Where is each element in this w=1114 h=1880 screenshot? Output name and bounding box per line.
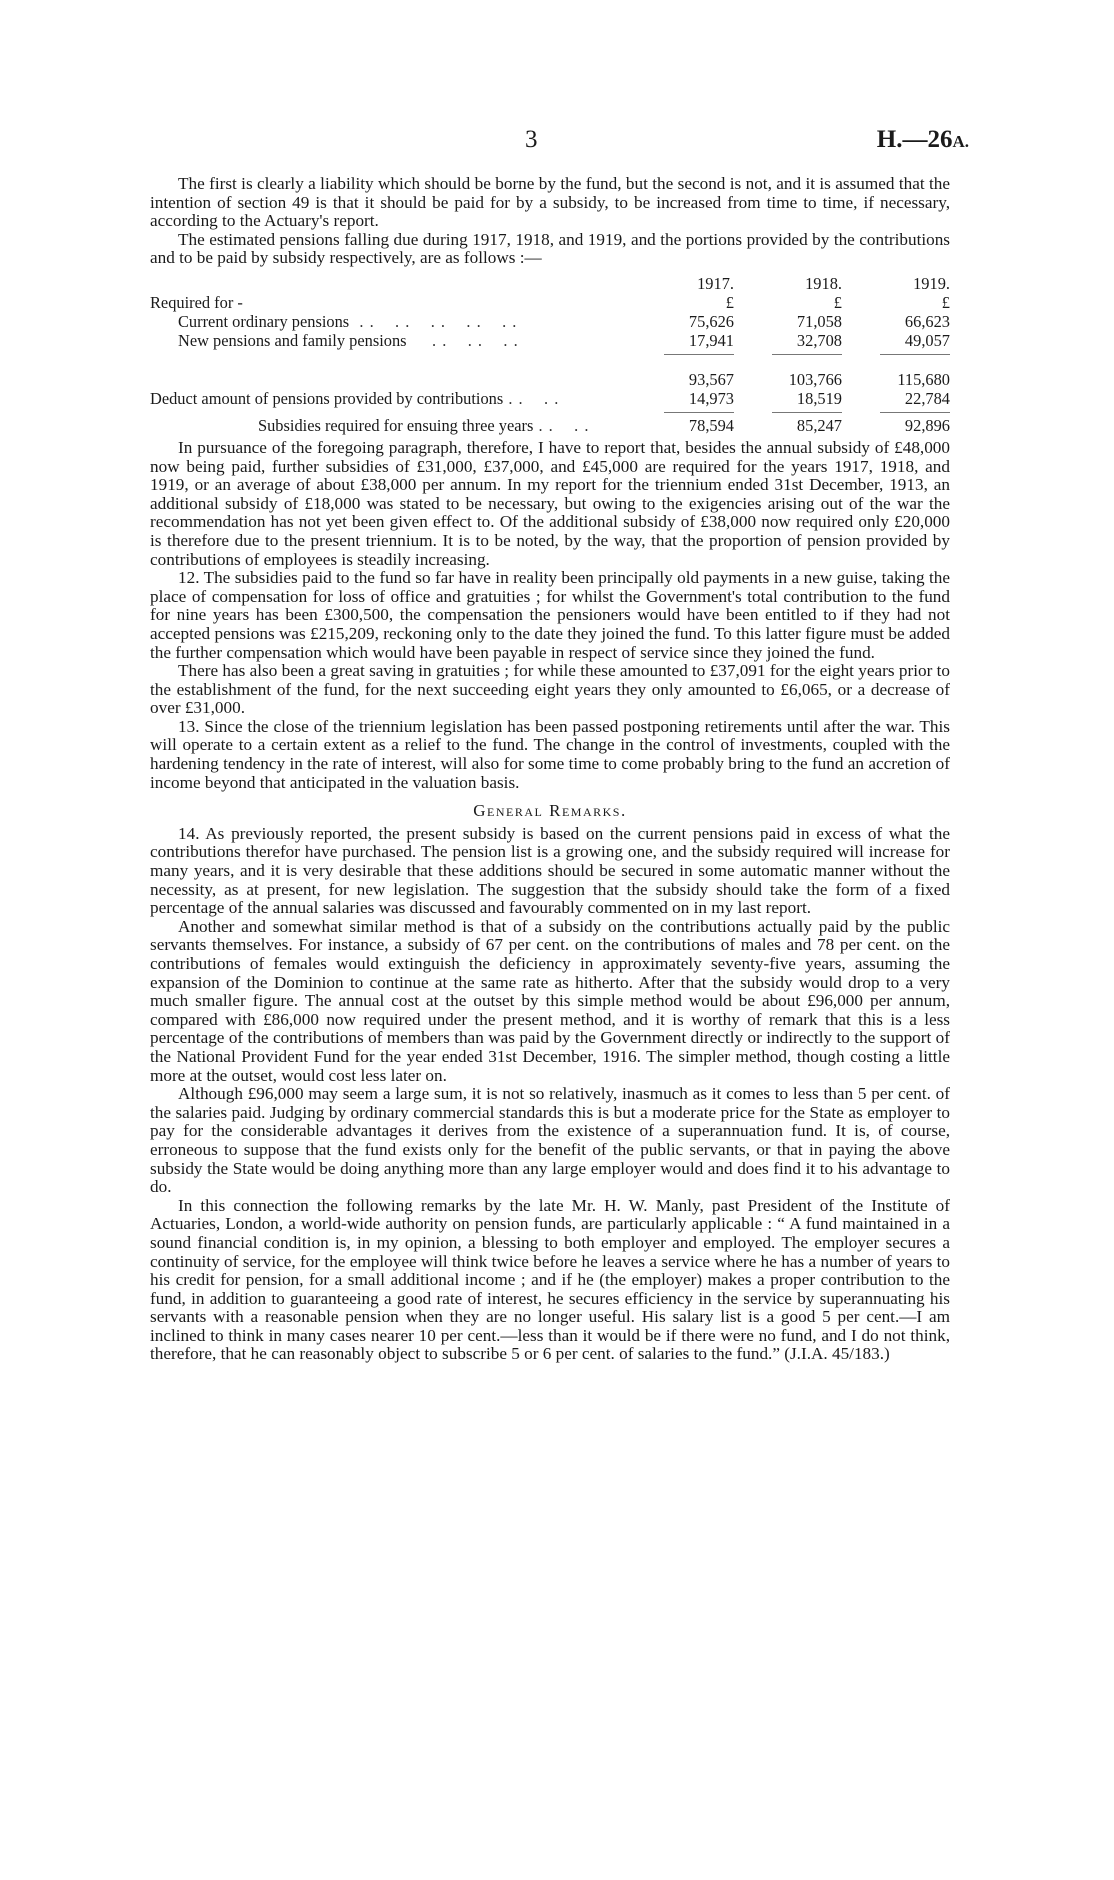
row-label: Subsidies required for ensuing three years . . . .: [258, 415, 590, 435]
paragraph: Another and somewhat similar method is that of a subsidy on the contributions actually paid by the public servants themselves. For instance, a subsidy of 67 per cent. on the contributions of males and 78 per cent. on the contributions of females would extinguish the deficiency in approximately seventy-five years, assuming the expansion of the Dominion to continue at the same rate as hitherto. After that the subsidy would drop to a very much smaller figure. The annual cost at the outset by this simple method would be about £96,000 per annum, compared with £86,000 now required under the present method, and it is worthy of remark that this is a less percentage of the contributions of members than was paid by the Government directly or indirectly to the support of the National Provident Fund for the year ended 31st December, 1916. The simpler method, though costing a little more at the outset, would cost less later on.: [150, 916, 950, 1085]
document-code-suffix: A.: [952, 132, 969, 151]
paragraph: 13. Since the close of the triennium legislation has been passed postponing retirements until after the war. This will operate to a certain extent as a relief to the fund. The change in the control of investments, coupled with the hardening tendency in the rate of interest, will also for some time to come probably bring to the fund an accretion of income beyond that anticipated in the valuation basis.: [150, 716, 950, 792]
cell-value: 85,247: [796, 415, 842, 435]
section-heading: General Remarks.: [473, 801, 627, 821]
table-row: [150, 312, 950, 331]
table-total-row: [150, 370, 950, 389]
pensions-table: [150, 274, 950, 435]
year-header: 1917.: [697, 273, 734, 293]
required-label: Required for -: [150, 292, 243, 312]
paragraph: Although £96,000 may seem a large sum, it is not so relatively, inasmuch as it comes to less than 5 per cent. of the salaries paid. Judging by ordinary commercial standards this is but a moderate price for the State as employer to pay for the considerable advantages it derives from the existence of a superannuation fund. It is, of course, erroneous to suppose that the fund exists only for the benefit of the public servants, or that in paying the above subsidy the State would be doing anything more than any large employer would and does find it to his advantage to do.: [150, 1084, 950, 1197]
table-currency-row: [150, 293, 950, 312]
cell-value: 22,784: [904, 388, 950, 408]
total-value: 115,680: [897, 369, 950, 389]
paragraph: In this connection the following remarks by the late Mr. H. W. Manly, past President of the Institute of Actuaries, London, a world-wide authority on pension funds, are particularly applicable : “ A fund maintained in a sound financial condition is, in my opinion, a blessing to both employer and employed. The employer secures a continuity of service, for the employee will think twice before he leaves a service where he has a number of years to his credit for pension, for a small additional income ; and if he (the employer) makes a proper contribution to the fund, in addition to guaranteeing a good rate of interest, he secures efficiency in the service by superannuating his servants with a reasonable pension when they are no longer useful. His salary list is a good 5 per cent.—I am inclined to think in many cases nearer 10 per cent.—less than it would be if there were no fund, and I do not think, therefore, that he can reasonably object to subscribe 5 or 6 per cent. of salaries to the fund.” (J.I.A. 45/183.): [150, 1195, 950, 1364]
sum-rule: [150, 350, 950, 358]
paragraph: The first is clearly a liability which should be borne by the fund, but the second is not, and it is assumed that the intention of section 49 is that it should be paid for by a subsidy, to be increased from time to time, if necessary, according to the Actuary's report.: [150, 174, 950, 231]
cell-value: 92,896: [904, 415, 950, 435]
paragraph: In pursuance of the foregoing paragraph, therefore, I have to report that, besides the annual subsidy of £48,000 now being paid, further subsidies of £31,000, £37,000, and £45,000 are required for the years 1917, 1918, and 1919, or an average of about £38,000 per annum. In my report for the triennium ended 31st December, 1913, an additional subsidy of £18,000 was stated to be necessary, but owing to the exigencies arising out of the war the recommendation has not yet been given effect to. Of the additional subsidy of £38,000 now required only £20,000 is therefore due to the present triennium. It is to be noted, by the way, that the proportion of pension provided by contributions of employees is steadily increasing.: [150, 437, 950, 569]
cell-value: 49,057: [904, 330, 950, 350]
currency-symbol: £: [941, 292, 950, 312]
page-number: 3: [525, 126, 538, 153]
cell-value: 18,519: [796, 388, 842, 408]
cell-value: 78,594: [688, 415, 734, 435]
paragraph: There has also been a great saving in gratuities ; for while these amounted to £37,091 for the eight years prior to the establishment of the fund, for the next succeeding eight years they only amounted to £6,065, or a decrease of over £31,000.: [150, 661, 950, 718]
table-deduct-row: [150, 389, 950, 408]
document-body: [150, 175, 950, 1364]
cell-value: 71,058: [796, 311, 842, 331]
table-subsidies-row: [150, 416, 950, 435]
year-header: 1919.: [913, 273, 950, 293]
document-code: [877, 126, 969, 154]
total-value: 93,567: [688, 369, 734, 389]
table-row: [150, 331, 950, 350]
sum-rule: [150, 408, 950, 416]
row-label: Current ordinary pensions . . . . . . . . . .: [178, 311, 518, 331]
page-header: [0, 126, 1114, 156]
cell-value: 32,708: [796, 330, 842, 350]
cell-value: 75,626: [688, 311, 734, 331]
paragraph: The estimated pensions falling due during 1917, 1918, and 1919, and the portions provided by the contributions and to be paid by subsidy respectively, are as follows :—: [150, 229, 950, 268]
currency-symbol: £: [725, 292, 734, 312]
cell-value: 66,623: [904, 311, 950, 331]
row-label: Deduct amount of pensions provided by contributions . . . .: [150, 388, 560, 408]
table-header-row: [150, 274, 950, 293]
paragraph: 14. As previously reported, the present subsidy is based on the current pensions paid in excess of what the contributions therefor have purchased. The pension list is a growing one, and the subsidy required will increase for many years, and it is very desirable that these additions should be secured in some automatic manner without the necessity, as at present, for new legislation. The suggestion that the subsidy should take the form of a fixed percentage of the annual salaries was discussed and favourably commented on in my last report.: [150, 823, 950, 918]
cell-value: 14,973: [688, 388, 734, 408]
total-value: 103,766: [788, 369, 842, 389]
document-code-main: H.—26: [876, 126, 953, 153]
paragraph: 12. The subsidies paid to the fund so far have in reality been principally old payments in a new guise, taking the place of compensation for loss of office and gratuities ; for whilst the Government's total contribution to the fund for nine years has been £300,500, the compensation the pensioners would have been entitled to if they had not accepted pensions was £215,209, reckoning only to the date they joined the fund. To this latter figure must be added the further compensation which would have been payable in respect of service since they joined the fund.: [150, 568, 950, 662]
row-label: New pensions and family pensions . . . . . .: [178, 330, 519, 350]
currency-symbol: £: [833, 292, 842, 312]
year-header: 1918.: [805, 273, 842, 293]
cell-value: 17,941: [688, 330, 734, 350]
